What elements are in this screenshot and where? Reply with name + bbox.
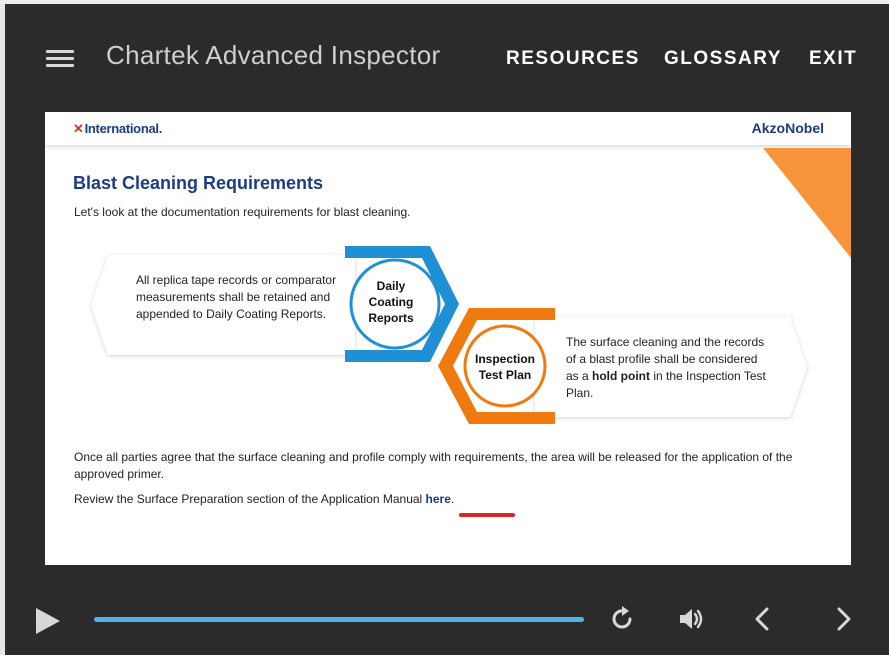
daily-label-line: Daily [376,279,406,293]
itp-label-line: Test Plan [478,368,532,382]
left-info-text: All replica tape records or comparator measurements shall be retained and appended to Daily Coating Reports. [136,273,337,321]
hamburger-menu-icon[interactable] [46,50,74,68]
exit-button[interactable]: EXIT [809,48,858,69]
review-paragraph [74,492,454,506]
daily-coating-label [351,278,431,326]
x-logo-icon: ✕ [73,121,84,136]
right-text-part: in the Inspection Test Plan. [566,369,766,400]
resources-button[interactable]: RESOURCES [506,48,640,69]
chevron-left-icon[interactable] [748,604,778,634]
app-title: Chartek Advanced Inspector [106,40,441,70]
progress-fill [94,617,584,622]
daily-label-line: Reports [368,311,414,325]
right-info-text [566,334,771,402]
slide-title: Blast Cleaning Requirements [73,173,324,193]
international-logo-text: International. [84,121,163,136]
window-top-edge [0,0,889,4]
review-text: Review the Surface Preparation section of the Application Manual [74,492,426,506]
slide-intro: Let's look at the documentation requirements for blast cleaning. [74,205,411,219]
progress-bar[interactable] [94,617,584,622]
daily-label-line: Coating [368,295,414,309]
volume-icon[interactable] [676,604,706,634]
itp-label-line: Inspection [474,352,535,366]
right-text-part: The surface cleaning and the records of a blast profile shall be considered as a [566,335,765,383]
here-link[interactable]: here [425,492,451,506]
slide-content [45,112,851,565]
window-edge [0,0,5,655]
replay-icon[interactable] [608,604,638,634]
review-text-end: . [450,492,455,506]
inspection-plan-label [467,351,543,383]
chevron-right-icon[interactable] [828,604,858,634]
hold-point-text: hold point [592,369,650,383]
play-icon[interactable] [36,608,60,634]
link-highlight-underline [459,513,515,517]
glossary-button[interactable]: GLOSSARY [664,48,782,69]
akzonobel-logo: AkzoNobel [751,120,824,136]
release-paragraph: Once all parties agree that the surface cleaning and profile comply with requirements, the area will be released for the application of the approved primer. [74,450,793,481]
